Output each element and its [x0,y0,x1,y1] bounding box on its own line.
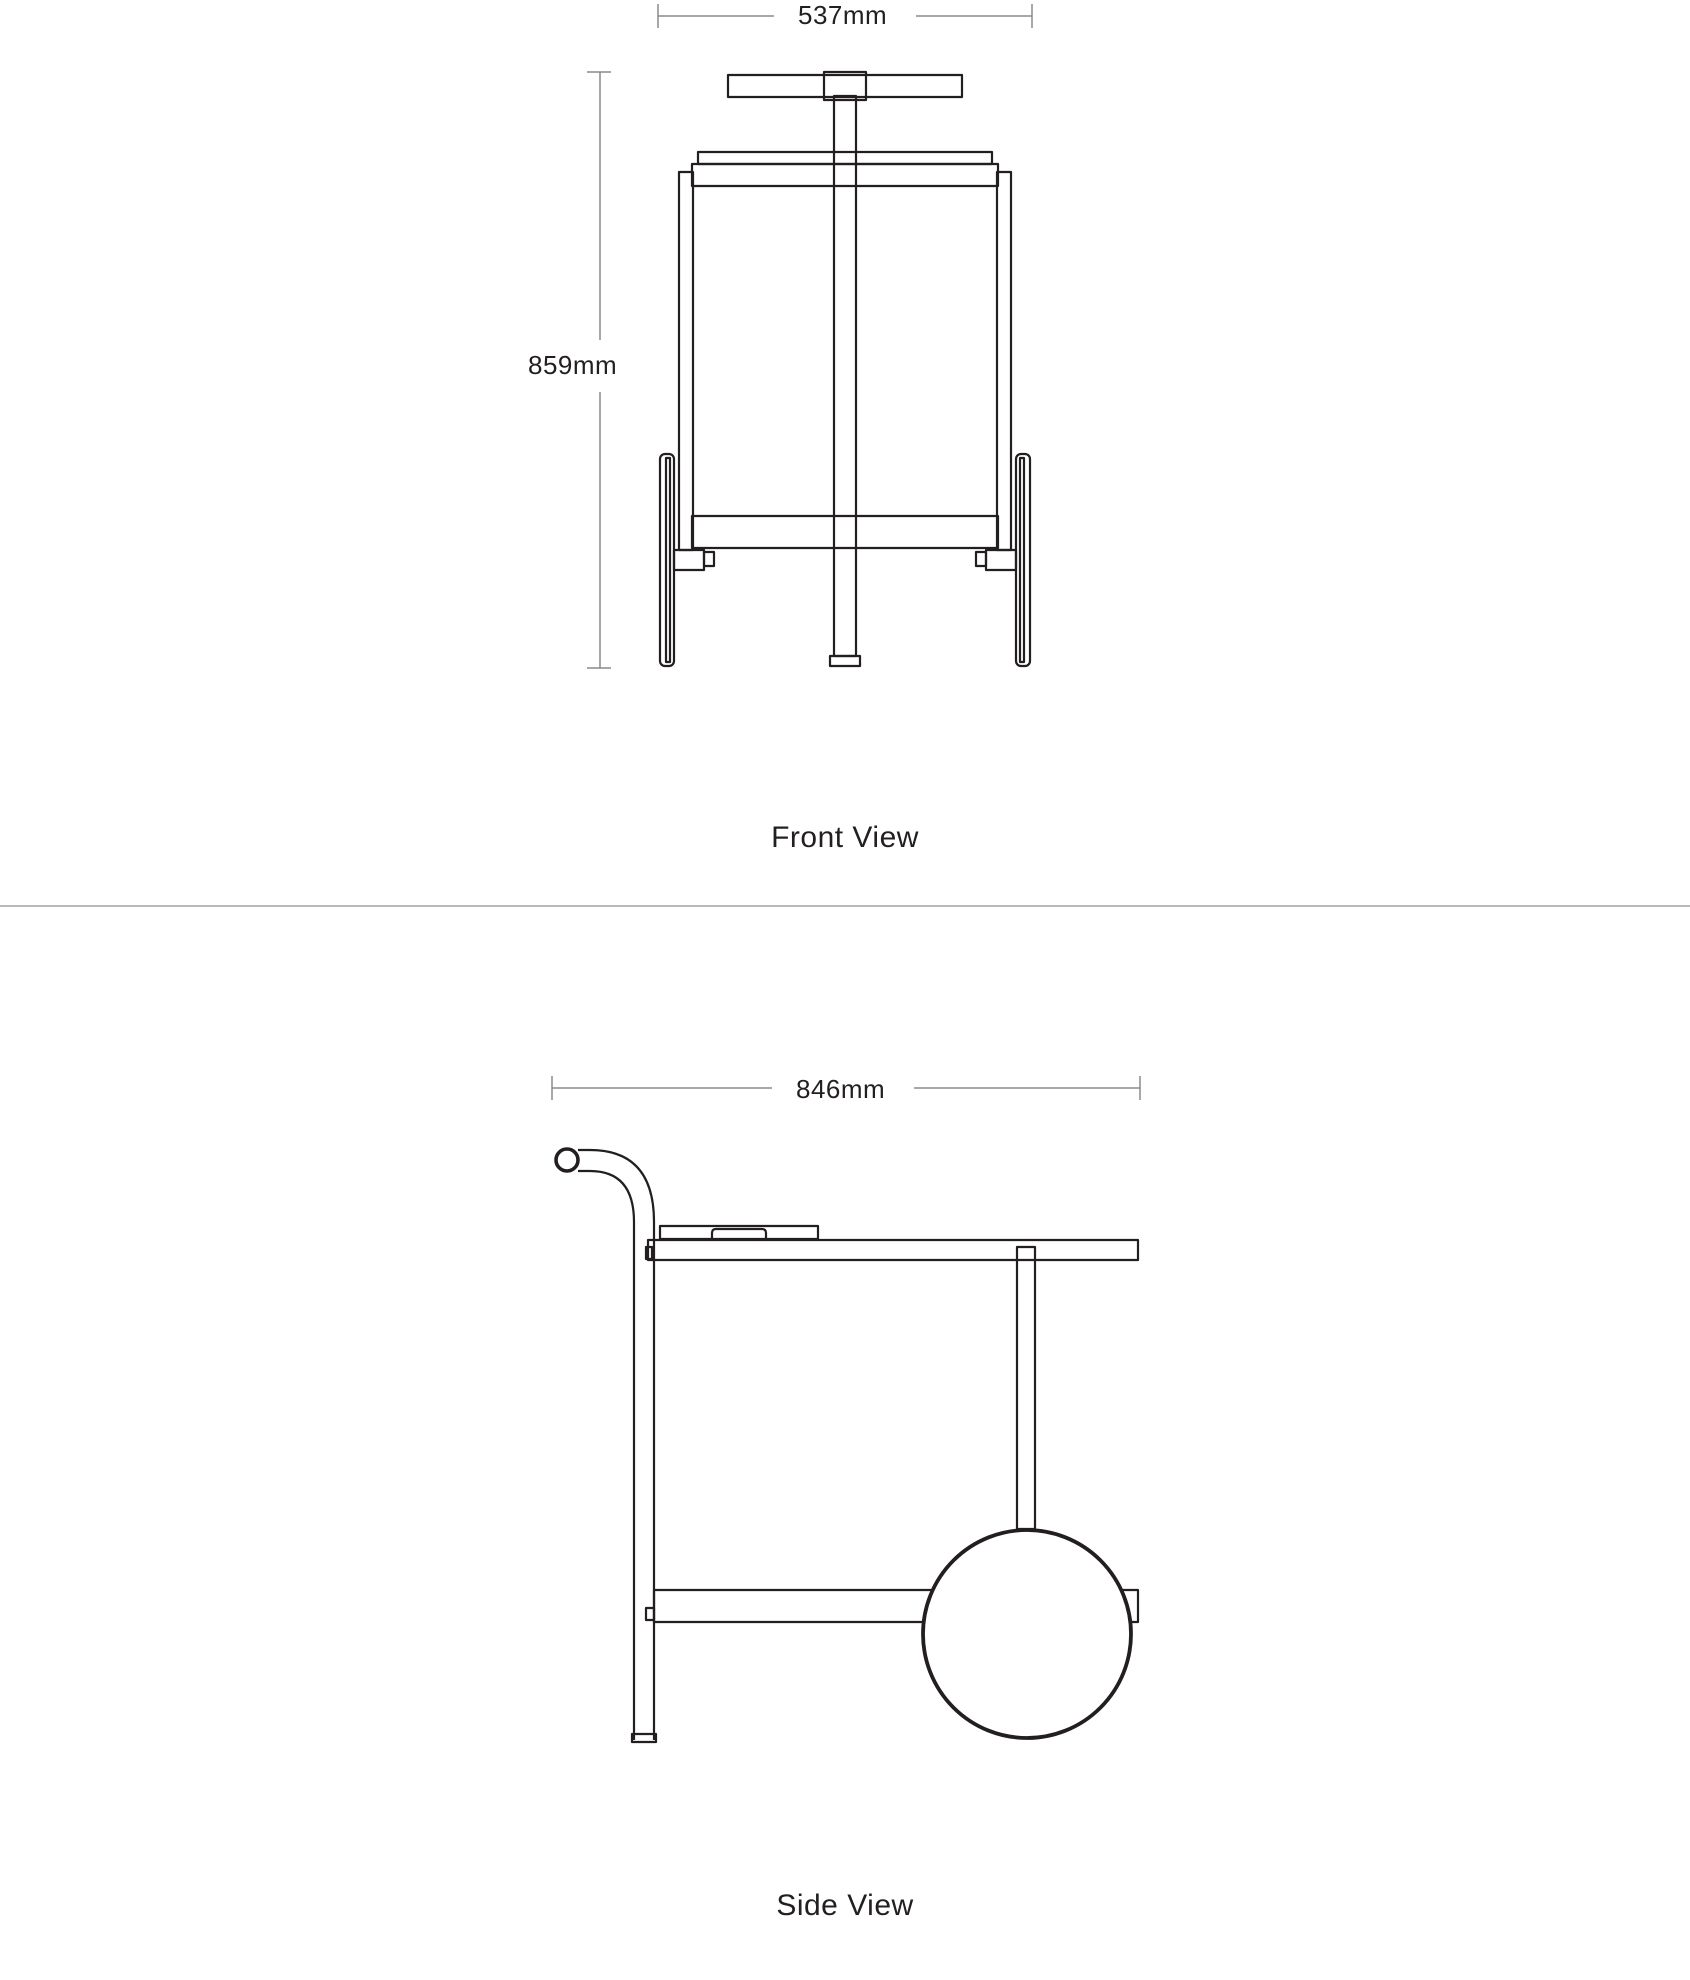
front-right-wheel [976,454,1030,666]
side-top-tray [646,1226,1138,1260]
front-center-post [830,96,860,666]
front-top-tray [692,152,998,186]
side-wheel [923,1530,1131,1738]
side-view-panel [0,908,1690,1980]
side-depth-label: 846mm [788,1074,893,1104]
front-frame-uprights [679,172,1011,550]
front-view-drawing [0,0,1690,906]
front-view-caption: Front View [771,821,919,854]
side-front-post [1017,1247,1035,1529]
side-view-drawing [0,908,1690,1980]
section-divider [0,905,1690,907]
front-view-panel [0,0,1690,906]
front-height-label: 859mm [526,346,619,384]
side-view-caption: Side View [776,1889,914,1922]
front-width-label: 537mm [792,0,893,30]
side-handle-and-leg [556,1149,656,1742]
front-bottom-shelf [692,516,998,548]
front-left-wheel [660,454,714,666]
